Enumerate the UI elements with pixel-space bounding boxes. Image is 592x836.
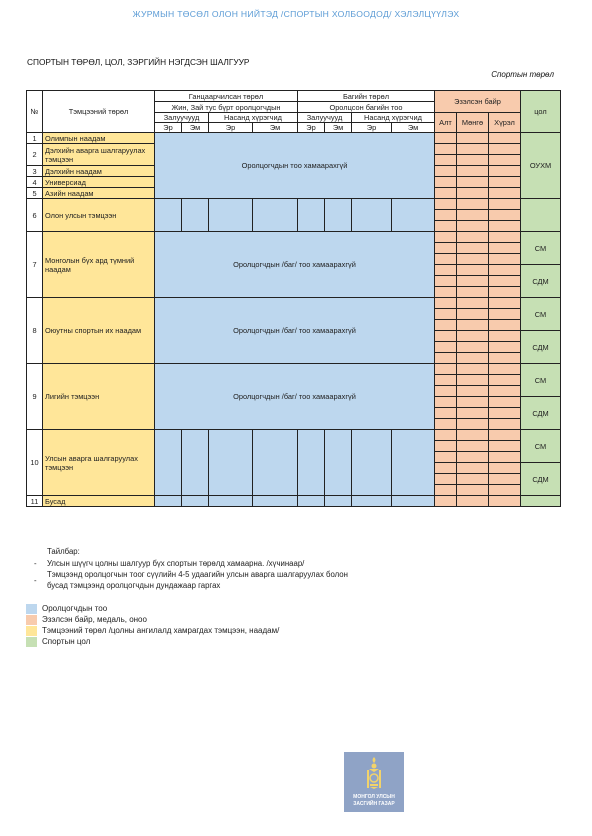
event-name: Оюутны спортын их наадам — [43, 298, 155, 364]
event-name: Азийн наадам — [43, 188, 155, 199]
header-bronze: Хүрэл — [489, 113, 521, 133]
row-number: 1 — [27, 133, 43, 144]
row-number: 2 — [27, 144, 43, 166]
header-youth: Залуучууд — [155, 113, 209, 123]
row-number: 8 — [27, 298, 43, 364]
header-female: Эм — [182, 123, 209, 133]
header-youth-team: Залуучууд — [298, 113, 352, 123]
header-rank: цол — [521, 91, 561, 133]
header-male: Эр — [155, 123, 182, 133]
event-name: Универсиад — [43, 177, 155, 188]
header-silver: Мөнгө — [457, 113, 489, 133]
bullet-dash: - — [34, 559, 37, 568]
header-male: Эр — [352, 123, 392, 133]
note-line-2: Тэмцээнд оролцогчын тоог сүүлийн 4-5 удаагийн улсын аварга шалгаруулах болон — [47, 570, 348, 579]
rank-sdm: СДМ — [521, 463, 561, 496]
participants-no-limit: Оролцогчдын /баг/ тоо хамаарахгүй — [155, 232, 435, 298]
header-female: Эм — [325, 123, 352, 133]
participants-no-limit: Оролцогчдын /баг/ тоо хамаарахгүй — [155, 364, 435, 430]
header-male: Эр — [298, 123, 325, 133]
event-name: Олон улсын тэмцээн — [43, 199, 155, 232]
row-number: 9 — [27, 364, 43, 430]
legend-swatch — [26, 637, 37, 647]
event-name: Бусад — [43, 496, 155, 507]
rank-sm: СМ — [521, 232, 561, 265]
row-number: 11 — [27, 496, 43, 507]
header-team-sub: Оролцсон багийн тоо — [298, 102, 435, 113]
header-place: Эзэлсэн байр — [435, 91, 521, 113]
legend-swatch — [26, 615, 37, 625]
header-male: Эр — [209, 123, 253, 133]
event-name: Лигийн тэмцээн — [43, 364, 155, 430]
rank-sm: СМ — [521, 298, 561, 331]
legend-swatch — [26, 626, 37, 636]
criteria-table — [26, 90, 561, 507]
legend-label: Спортын цол — [42, 637, 91, 646]
document-title: СПОРТЫН ТӨРӨЛ, ЦОЛ, ЗЭРГИЙН НЭГДСЭН ШАЛГУУР — [27, 57, 250, 67]
notes-title: Тайлбар: — [47, 547, 80, 556]
participants-no-limit: Оролцогчдын /баг/ тоо хамаарахгүй — [155, 298, 435, 364]
soyombo-emblem-icon — [364, 756, 384, 790]
row-number: 7 — [27, 232, 43, 298]
header-individual-sub: Жин, Зай тус бүрт оролцогчдын — [155, 102, 298, 113]
rank-sm: СМ — [521, 430, 561, 463]
header-team: Багийн төрөл — [298, 91, 435, 102]
logo-line-2: ЗАСГИЙН ГАЗАР — [353, 801, 395, 807]
participants-no-limit: Оролцогчдын тоо хамаарахгүй — [155, 133, 435, 199]
rank-ouhm: ОУХМ — [521, 133, 561, 199]
header-female: Эм — [253, 123, 298, 133]
legend-label: Тэмцээний төрөл /цолны ангилалд хамрагдах тэмцээн, наадам/ — [42, 626, 280, 635]
event-name: Улсын аварга шалгаруулах тэмцээн — [43, 430, 155, 496]
header-female: Эм — [392, 123, 435, 133]
row-number: 10 — [27, 430, 43, 496]
row-number: 3 — [27, 166, 43, 177]
header-adult-team: Насанд хүрэгчид — [352, 113, 435, 123]
legend-label: Эзэлсэн байр, медаль, оноо — [42, 615, 147, 624]
note-line-1: Улсын шүүгч цолны шалгуур бүх спортын төрөлд хамаарна. /хүчинаар/ — [47, 559, 305, 568]
row-number: 6 — [27, 199, 43, 232]
government-logo — [344, 752, 404, 812]
note-line-2-cont: бусад тэмцээнд оролцогчдын дундажаар гаргах — [47, 581, 221, 590]
rank-sm: СМ — [521, 364, 561, 397]
header-individual: Ганцаарчилсан төрөл — [155, 91, 298, 102]
header-event-type: Тэмцээний төрөл — [43, 91, 155, 133]
event-name: Олимпын наадам — [43, 133, 155, 144]
document-header: ЖУРМЫН ТӨСӨЛ ОЛОН НИЙТЭД /СПОРТЫН ХОЛБООДОД/ ХЭЛЭЛЦҮҮЛЭХ — [132, 9, 460, 19]
row-number: 5 — [27, 188, 43, 199]
legend-swatch — [26, 604, 37, 614]
event-name: Дэлхийн наадам — [43, 166, 155, 177]
header-gold: Алт — [435, 113, 457, 133]
event-name: Монголын бүх ард түмний наадам — [43, 232, 155, 298]
rank-sdm: СДМ — [521, 265, 561, 298]
rank-sdm: СДМ — [521, 397, 561, 430]
bullet-dash: - — [34, 576, 37, 585]
row-number: 4 — [27, 177, 43, 188]
logo-line-1: МОНГОЛ УЛСЫН — [353, 794, 395, 800]
header-number: № — [27, 91, 43, 133]
legend-label: Оролцогчдын тоо — [42, 604, 108, 613]
header-adult: Насанд хүрэгчид — [209, 113, 298, 123]
rank-sdm: СДМ — [521, 331, 561, 364]
event-name: Дэлхийн аварга шалгаруулах тэмцээн — [43, 144, 155, 166]
document-subtitle: Спортын төрөл — [491, 70, 554, 79]
